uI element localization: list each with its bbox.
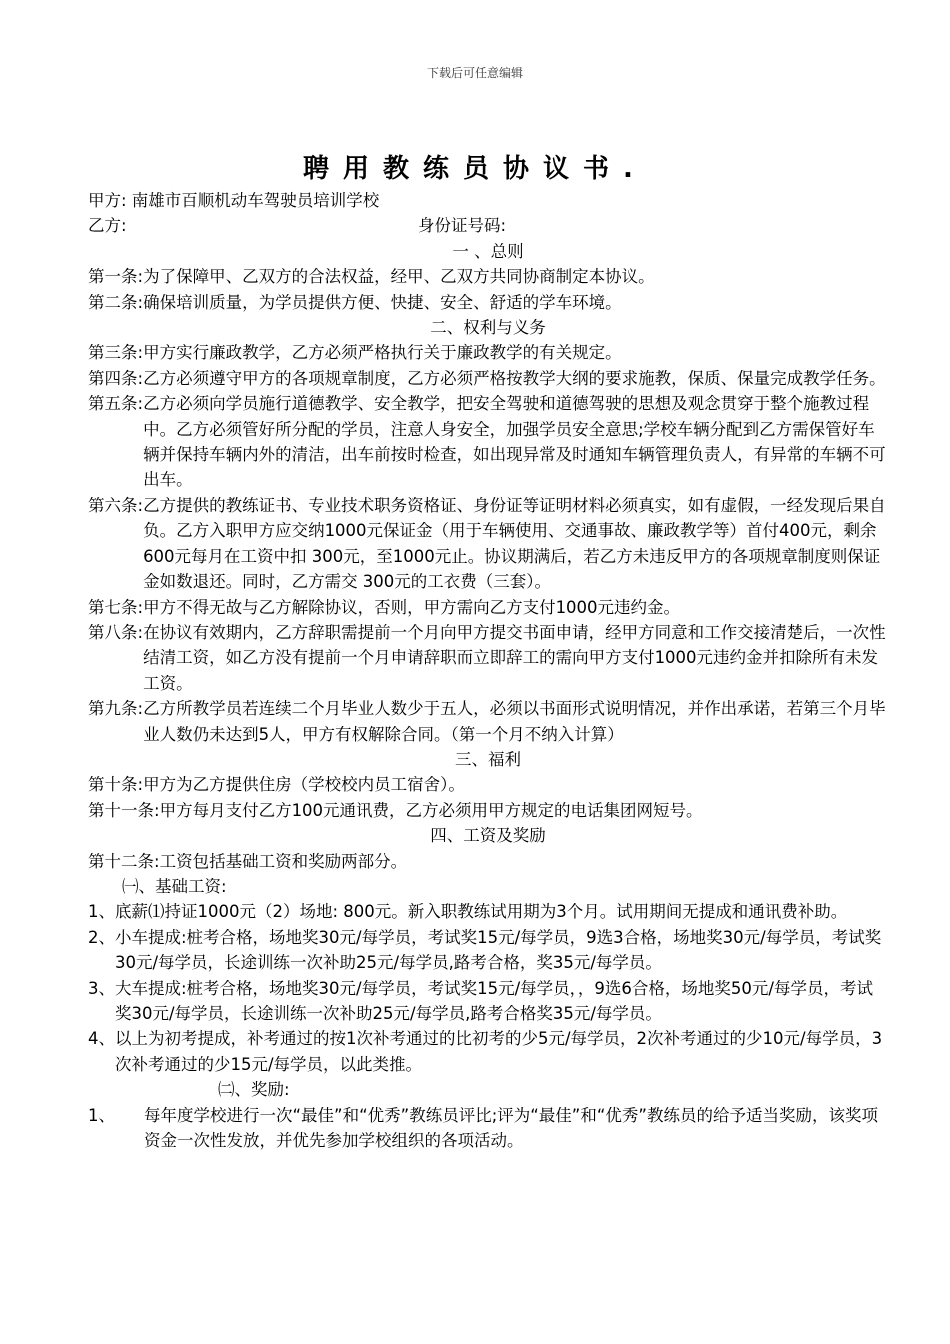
section-heading-general: 一 、总则 [452,241,524,261]
item-text: 以上为初考提成，补考通过的按1次补考通过的比初考的少5元/每学员，2次补考通过的少10元/每学员，3次补考通过的少15元/每学员，以此类推。 [115,1029,883,1074]
party-b: 乙方: [88,216,127,236]
item-number: 3、 [88,978,115,998]
article [88,849,888,874]
article-text: 为了保障甲、乙双方的合法权益，经甲、乙双方共同协商制定本协议。 [143,267,655,287]
article-text: 在协议有效期内，乙方辞职需提前一个月向甲方提交书面申请，经甲方同意和工作交接清楚后，一次性结清工资，如乙方没有提前一个月申请辞职而立即辞工的需向甲方支付1000元违约金并扣除所有未发工资。 [143,622,886,693]
item-text: 每年度学校进行一次“最佳”和“优秀”教练员评比;评为“最佳”和“优秀”教练员的给予适当奖励，该奖项资金一次性发放，并优先参加学校组织的各项活动。 [144,1105,878,1151]
article [88,366,888,391]
article [88,620,888,696]
section-heading-rights: 二、权利与义务 [430,318,546,338]
article [88,290,888,315]
article [88,772,888,797]
article-number: 第九条: [88,699,144,719]
article-text: 工资包括基础工资和奖励两部分。 [159,851,408,871]
document-title: 聘用教练员协议书. [303,154,647,184]
article-number: 第五条: [88,394,144,414]
article [88,264,888,289]
section-heading-welfare: 三、福利 [455,749,521,769]
item-text: 大车提成:桩考合格，场地奖30元/每学员，考试奖15元/每学员，，9选6合格，场地奖50元/每学员，考试奖30元/每学员，长途训练一次补助25元/每学员,路考合格奖35元/每学员。 [115,978,873,1023]
article-text: 乙方提供的教练证书、专业技术职务资格证、身份证等证明材料必须真实，如有虚假，一经发现后果自负。乙方入职甲方应交纳1000元保证金（用于车辆使用、交通事故、廉政教学等）首付400元，剩余600元每月在工资中扣 300元，至1000元止。协议期满后，若乙方未违反甲方的各项规章制度则保证金如数退还。同时，乙方需交 300元的工衣费（三套）。 [143,495,886,592]
article-text: 甲方每月支付乙方100元通讯费，乙方必须用甲方规定的电话集团网短号。 [159,800,703,820]
item-number: 4、 [88,1029,115,1049]
article-number: 第四条: [88,368,144,388]
article [88,391,888,493]
article-text: 甲方为乙方提供住房（学校校内员工宿舍）。 [143,775,465,795]
article-number: 第八条: [88,622,144,642]
section-heading-salary: 四、工资及奖励 [430,826,546,846]
item-text: 底薪⑴持证1000元（2）场地: 800元。新入职教练试用期为3个月。试用期间无提成和通讯费补助。 [115,902,848,922]
article-text: 甲方实行廉政教学，乙方必须严格执行关于廉政教学的有关规定。 [143,343,622,363]
article-number: 第六条: [88,495,144,515]
article-text: 确保培训质量，为学员提供方便、快捷、安全、舒适的学车环境。 [143,292,622,312]
article-number: 第一条: [88,267,144,287]
article-number: 第三条: [88,343,144,363]
document-body [88,188,888,1153]
salary-item [88,899,888,924]
reward-item [88,1103,888,1154]
item-number: 1、 [88,902,115,922]
article-number: 第十二条: [88,851,160,871]
article-text: 乙方必须向学员施行道德教学、安全教学，把安全驾驶和道德驾驶的思想及观念贯穿于整个施教过程中。乙方必须管好所分配的学员，注意人身安全，加强学员安全意思;学校车辆分配到乙方需保管好车辆并保持车辆内外的清洁，出车前按时检查，如出现异常及时通知车辆管理负责人，有异常的车辆不可出车。 [143,394,886,490]
item-number: 2、 [88,927,115,947]
header-note: 下载后可任意编辑 [426,66,523,80]
party-b-row [88,213,888,238]
item-text: 小车提成:桩考合格，场地奖30元/每学员，考试奖15元/每学员，9选3合格，场地奖30元/每学员，考试奖30元/每学员，长途训练一次补助25元/每学员,路考合格，奖35元/每学员。 [115,927,882,973]
salary-item [88,976,888,1027]
article-number: 第十一条: [88,800,160,820]
article-text: 乙方必须遵守甲方的各项规章制度，乙方必须严格按教学大纲的要求施教，保质、保量完成教学任务。 [143,368,886,388]
article-text: 乙方所教学员若连续二个月毕业人数少于五人，必须以书面形式说明情况，并作出承诺，若第三个月毕业人数仍未达到5人，甲方有权解除合同。（第一个月不纳入计算） [143,699,886,744]
article [88,340,888,365]
basic-salary-heading: ㈠、基础工资: [122,876,227,896]
article-text: 甲方不得无故与乙方解除协议，否则，甲方需向乙方支付1000元违约金。 [143,597,681,617]
item-number: 1、 [88,1105,115,1125]
salary-item [88,1026,888,1077]
article [88,798,888,823]
article-number: 第七条: [88,597,144,617]
id-number-label: 身份证号码: [418,216,507,236]
article [88,595,888,620]
article-number: 第十条: [88,775,144,795]
reward-heading: ㈡、奖励: [218,1080,290,1100]
article [88,493,888,595]
salary-item [88,925,888,976]
party-a: 甲方: 南雄市百顺机动车驾驶员培训学校 [88,191,380,210]
article [88,696,888,747]
article-number: 第二条: [88,292,144,312]
